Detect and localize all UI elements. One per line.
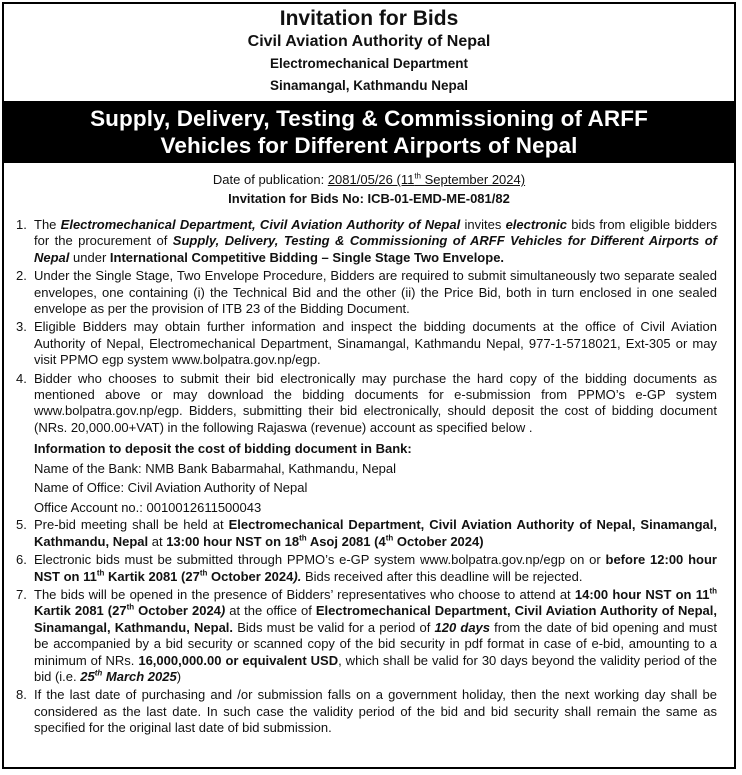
item-text: Electronic bids must be submitted through PPMO’s e-GP system www.bolpatra.gov.np/egp on or before 12:00 hour NST on 11th Kartik 2081 (27th October 2024). Bids received after this deadline will be rejected.: [34, 552, 717, 584]
list-item: [4, 687, 734, 736]
item-number: 6.: [16, 552, 27, 568]
item-number: 1.: [16, 217, 27, 232]
item-number: 4.: [16, 370, 27, 386]
banner-line-1: Supply, Delivery, Testing & Commissioning of ARFF: [90, 106, 648, 131]
item-text: Bidder who chooses to submit their bid electronically may purchase the hard copy of the bidding documents as mentioned above or may download the bidding documents for e-submission from PPMO’s e-GP system www.bolpatra.gov.np/egp. Bidders, submitting their bid electronically, should deposit the cost of bidding document (NRs. 20,000.00+VAT) in the following Rajaswa (revenue) account as specified below .: [34, 370, 717, 435]
list-item: [4, 517, 734, 550]
office-account: Office Account no.: 0010012611500043: [34, 499, 262, 515]
item-text: If the last date of purchasing and /or submission falls on a government holiday, then the next working day shall be considered as the last date. In such case the validity period of the bid and bid security shall remain the same as specified for the original last date of bid submission.: [34, 687, 717, 736]
notice-items: [4, 217, 734, 737]
item-text: Eligible Bidders may obtain further information and inspect the bidding documents at the office of Civil Aviation Authority of Nepal, Electromechanical Department, Sinamangal, Kathmandu Nepal, 977-1-5718021, Ext-305 or may visit PPMO egp system www.bolpatra.gov.np/egp.: [34, 319, 717, 368]
list-item: [4, 268, 734, 317]
publication-date: [4, 171, 734, 189]
list-item: [4, 371, 734, 437]
bank-name: Name of the Bank: NMB Bank Babarmahal, Kathmandu, Nepal: [34, 460, 397, 476]
item-text: Pre-bid meeting shall be held at Electromechanical Department, Civil Aviation Authority of Nepal, Sinamangal, Kathmandu, Nepal at 13:00 hour NST on 18th Asoj 2081 (4th October 2024): [34, 517, 717, 549]
department-name: Electromechanical Department: [269, 56, 469, 71]
item-number: 7.: [16, 586, 27, 602]
item-number: 3.: [16, 319, 27, 335]
bank-info-heading: Information to deposit the cost of bidding document in Bank:: [34, 441, 412, 457]
date-prefix: 2081/05/26 (11: [327, 172, 415, 187]
item-text: Under the Single Stage, Two Envelope Procedure, Bidders are required to submit simultaneously two separate sealed envelopes, one containing (i) the Technical Bid and the other (ii) the Price Bid, both in turn enclosed in one sealed envelope as per the provision of ITB 23 of the Bidding Document.: [34, 268, 717, 317]
bank-info: [4, 439, 734, 517]
item-number: 8.: [16, 687, 27, 703]
item-text: The Electromechanical Department, Civil Aviation Authority of Nepal invites electronic bids from eligible bidders for the procurement of Supply, Delivery, Testing & Commissioning of ARFF Vehicles for Different Airports of Nepal under International Competitive Bidding – Single Stage Two Envelope.: [34, 217, 718, 265]
list-item: [4, 217, 734, 266]
list-item: [4, 319, 734, 368]
item-number: 2.: [16, 268, 27, 284]
item-number: 5.: [16, 517, 27, 533]
list-item: [4, 552, 734, 585]
item-text: The bids will be opened in the presence of Bidders’ representatives who choose to attend at 14:00 hour NST on 11th Kartik 2081 (27th October 2024) at the office of Electromechanical Department, Civil Aviation Authority of Nepal, Sinamangal, Kathmandu, Nepal. Bids must be valid for a period of 120 days from the date of bid opening and must be accompanied by a bid security or scanned copy of the bid security in pdf format in case of e-bid, amounting to a minimum of NRs. 16,000,000.00 or equivalent USD, which shall be valid for 30 days beyond the validity period of the bid (i.e. 25th March 2025): [34, 586, 718, 684]
date-suffix: September 2024): [421, 172, 526, 187]
publication-label: Date of publication:: [212, 172, 328, 187]
notice-header: [4, 7, 734, 97]
list-item: [4, 587, 734, 685]
organization-name: Civil Aviation Authority of Nepal: [247, 33, 491, 50]
publication-date-value: [328, 172, 525, 187]
notice-document: [2, 2, 736, 769]
ifb-number: Invitation for Bids No: ICB-01-EMD-ME-081/82: [228, 191, 510, 206]
banner-line-2: Vehicles for Different Airports of Nepal: [160, 133, 578, 158]
project-banner: [4, 101, 734, 163]
organization-address: Sinamangal, Kathmandu Nepal: [269, 78, 469, 93]
office-name: Name of Office: Civil Aviation Authority of Nepal: [34, 480, 308, 496]
notice-title: Invitation for Bids: [279, 7, 459, 30]
date-sup: th: [414, 171, 421, 181]
